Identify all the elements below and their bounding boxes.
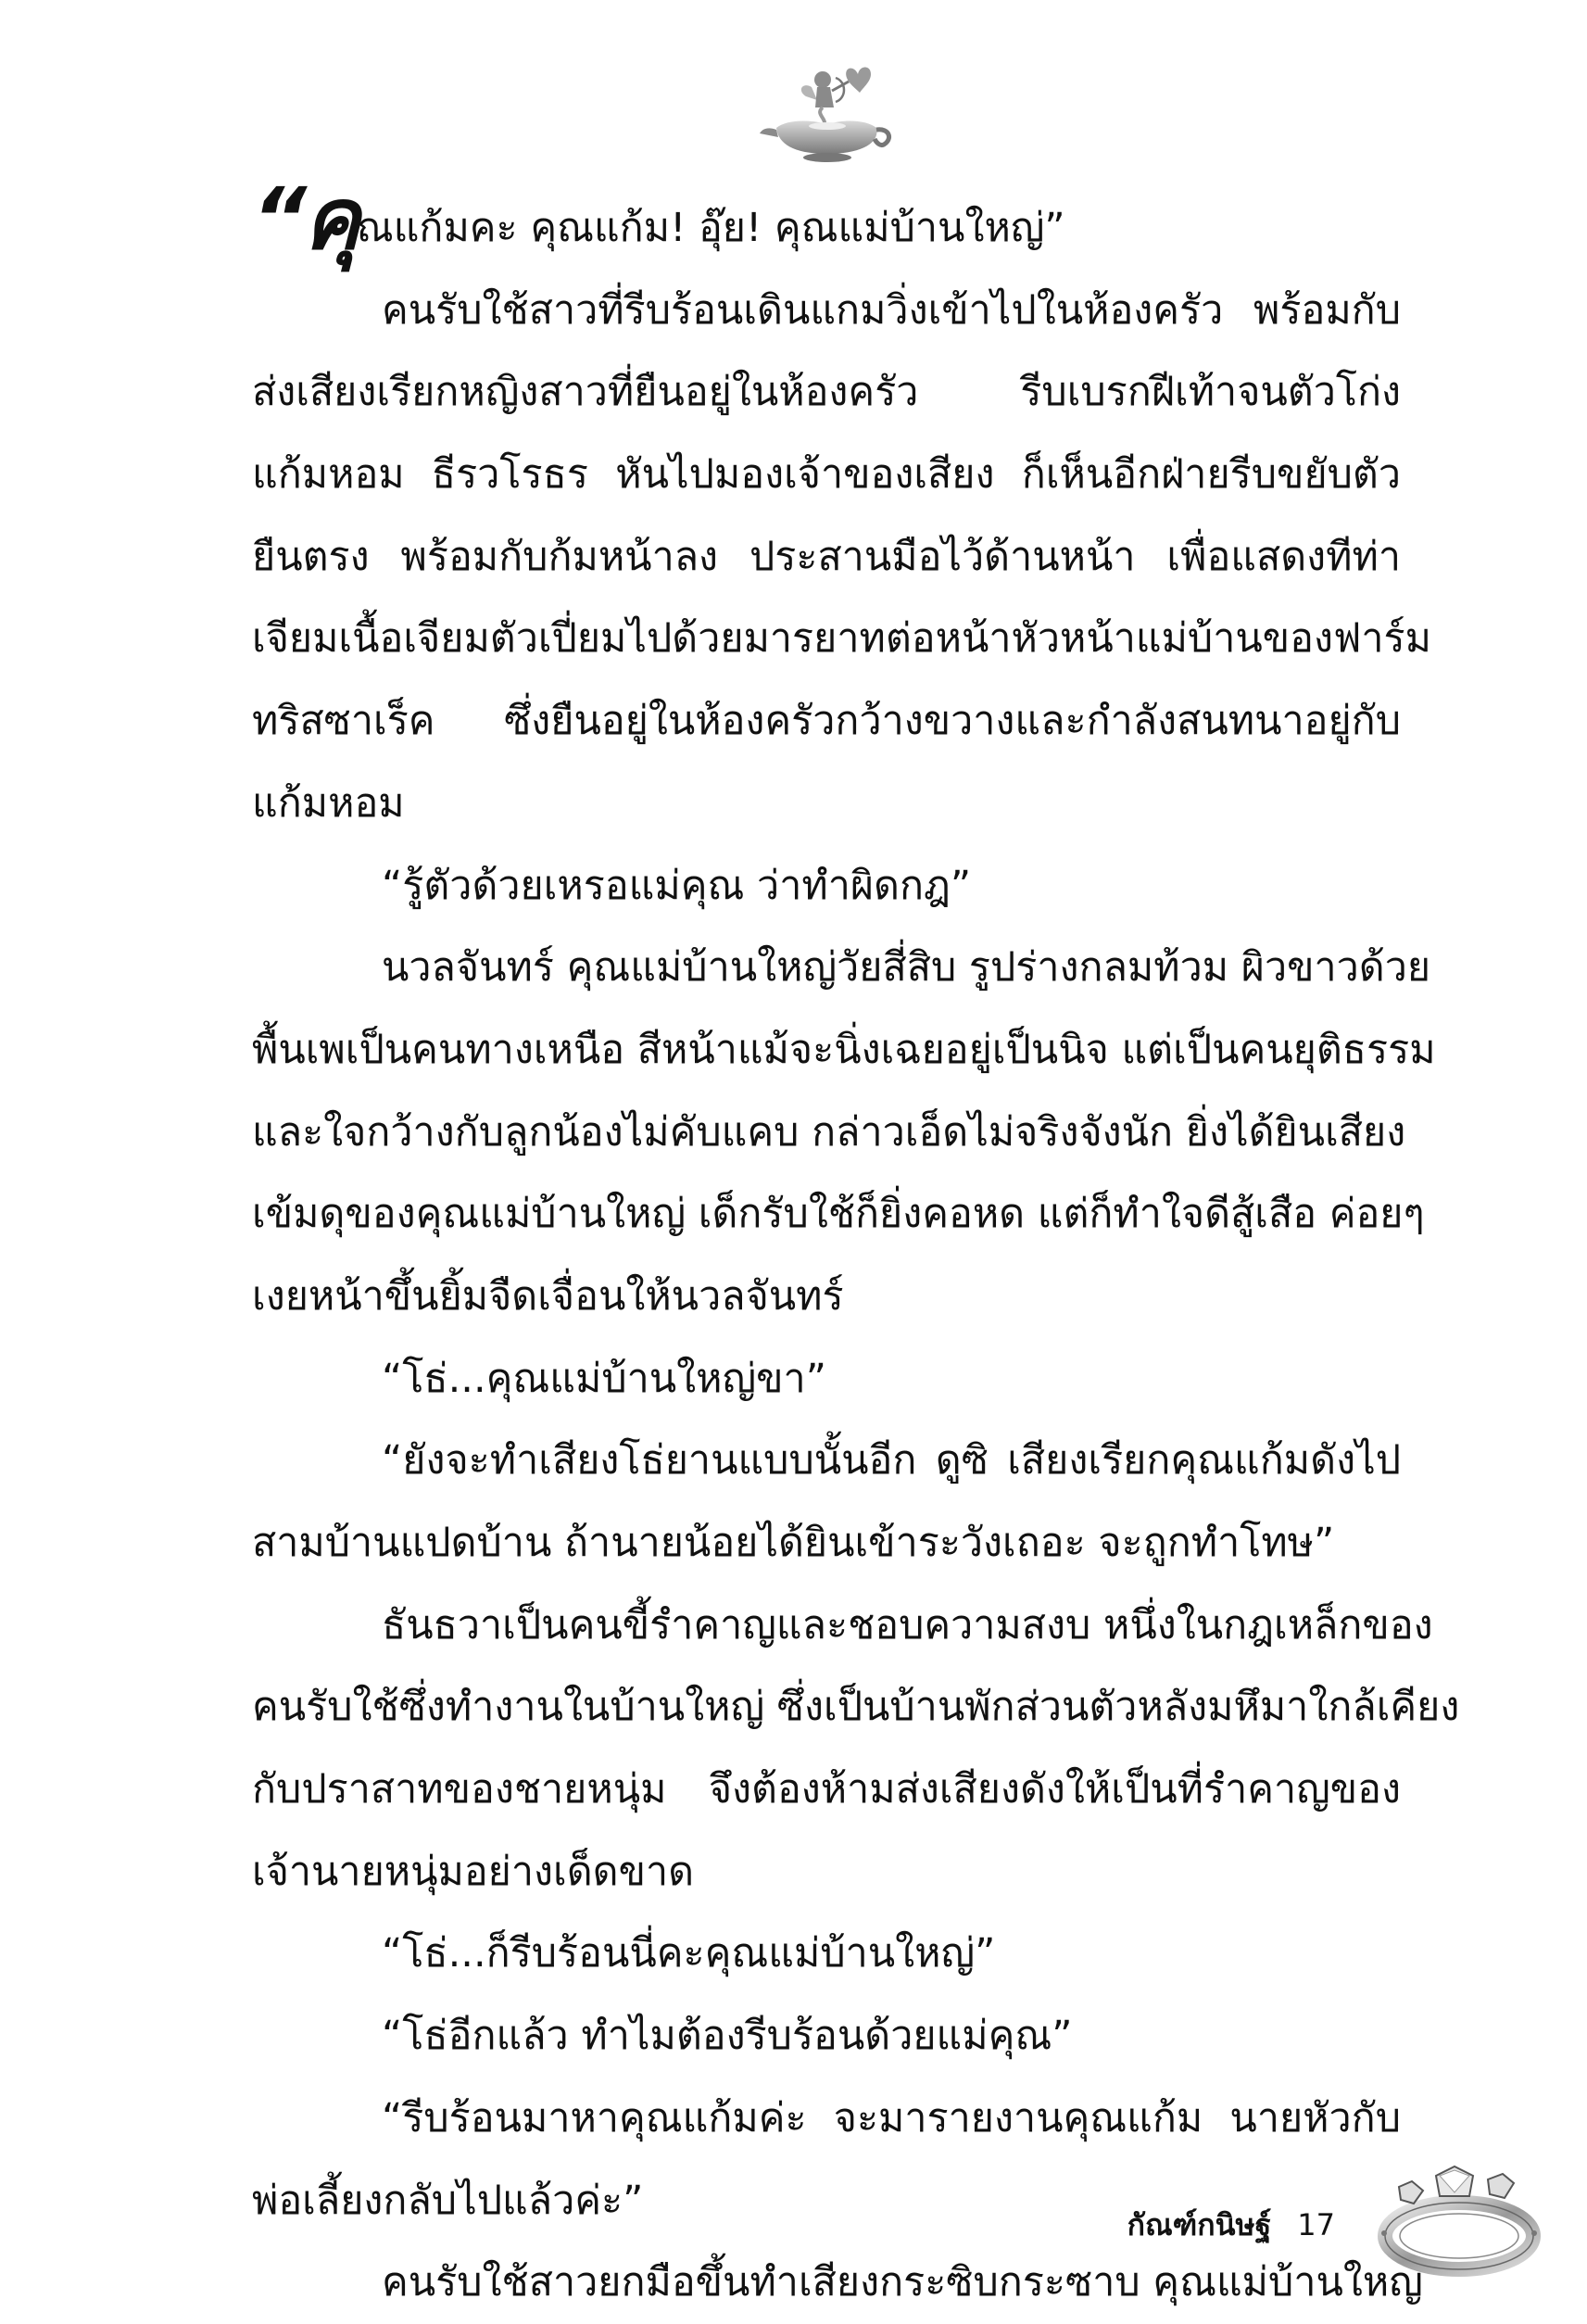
- paragraph-line: เงยหน้าขึ้นยิ้มจืดเจื่อนให้นวลจันทร์: [252, 1272, 844, 1320]
- paragraph-line: เข้มดุของคุณแม่บ้านใหญ่ เด็กรับใช้ก็ยิ่งคอหด แต่ก็ทำใจดีสู้เสือ ค่อยๆ: [252, 1191, 1425, 1238]
- paragraph-line: และใจกว้างกับลูกน้องไม่คับแคบ กล่าวเอ็ดไม่จริงจังนัก ยิ่งได้ยินเสียง: [252, 1108, 1406, 1156]
- page-number: 17: [1297, 2207, 1335, 2242]
- paragraph-line: “โธ่อีกแล้ว ทำไมต้องรีบร้อนด้วยแม่คุณ”: [382, 2013, 1073, 2060]
- book-title: กัณฑ์กนิษฐ์: [1127, 2207, 1272, 2242]
- paragraph-line: แก้มหอม: [252, 779, 405, 827]
- page-footer: [1127, 2183, 1335, 2267]
- paragraph-line: พื้นเพเป็นคนทางเหนือ สีหน้าแม้จะนิ่งเฉยอยู่เป็นนิจ แต่เป็นคนยุติธรรม: [252, 1026, 1436, 1073]
- paragraph-line: นวลจันทร์ คุณแม่บ้านใหญ่วัยสี่สิบ รูปร่างกลมท้วม ผิวขาวด้วย: [382, 944, 1431, 991]
- paragraph-line: “ยังจะทำเสียงโธ่ยานแบบนั้นอีก ดูซิ เสียงเรียกคุณแก้มดังไป: [382, 1437, 1401, 1484]
- paragraph-line: กับปราสาทของชายหนุ่ม จึงต้องห้ามส่งเสียงดังให้เป็นที่รำคาญของ: [252, 1766, 1401, 1813]
- paragraph-line: พ่อเลี้ยงกลับไปแล้วค่ะ”: [252, 2177, 644, 2224]
- paragraph-line: ธันธวาเป็นคนขี้รำคาญและชอบความสงบ หนึ่งในกฎเหล็กของ: [382, 1601, 1433, 1648]
- lamp-cupid-icon: [758, 54, 897, 165]
- paragraph-line: ยืนตรง พร้อมกับก้มหน้าลง ประสานมือไว้ด้านหน้า เพื่อแสดงทีท่า: [252, 533, 1401, 580]
- paragraph-line: เจียมเนื้อเจียมตัวเปี่ยมไปด้วยมารยาทต่อหน้าหัวหน้าแม่บ้านของฟาร์ม: [252, 615, 1431, 663]
- paragraph-line: คนรับใช้สาวที่รีบร้อนเดินแกมวิ่งเข้าไปในห้องครัว พร้อมกับ: [382, 286, 1401, 334]
- paragraph-line: “โธ่...คุณแม่บ้านใหญ่ขา”: [382, 1355, 826, 1402]
- paragraph-line: “คุณแก้มคะ คุณแก้ม! อุ๊ย! คุณแม่บ้านใหญ่”: [252, 170, 1065, 269]
- paragraph-line: เจ้านายหนุ่มอย่างเด็ดขาด: [252, 1848, 695, 1895]
- paragraph-line: ส่งเสียงเรียกหญิงสาวที่ยืนอยู่ในห้องครัว รีบเบรกฝีเท้าจนตัวโก่ง: [252, 369, 1401, 416]
- paragraph-line: “รีบร้อนมาหาคุณแก้มค่ะ จะมารายงานคุณแก้ม นายหัวกับ: [382, 2094, 1401, 2141]
- paragraph-line: สามบ้านแปดบ้าน ถ้านายน้อยได้ยินเข้าระวังเถอะ จะถูกทำโทษ”: [252, 1520, 1335, 1566]
- paragraph-line: “โธ่...ก็รีบร้อนนี่คะคุณแม่บ้านใหญ่”: [382, 1930, 996, 1977]
- paragraph-line: คนรับใช้สาวยกมือขึ้นทำเสียงกระซิบกระซาบ คุณแม่บ้านใหญ่: [382, 2259, 1423, 2306]
- paragraph-line: ทริสซาเร็ค ซึ่งยืนอยู่ในห้องครัวกว้างขวางและกำลังสนทนาอยู่กับ: [252, 698, 1401, 745]
- story-text: [252, 170, 1460, 2324]
- paragraph-line: แก้มหอม ธีรวโรธร หันไปมองเจ้าของเสียง ก็เห็นอีกฝ่ายรีบขยับตัว: [252, 451, 1401, 499]
- paragraph-line: คนรับใช้ซึ่งทำงานในบ้านใหญ่ ซึ่งเป็นบ้านพักส่วนตัวหลังมหึมาใกล้เคียง: [252, 1684, 1460, 1731]
- diamond-ring-icon: [1362, 2148, 1547, 2287]
- drop-cap: “คุ: [252, 170, 357, 269]
- paragraph-line: “รู้ตัวด้วยเหรอแม่คุณ ว่าทำผิดกฎ”: [382, 862, 972, 909]
